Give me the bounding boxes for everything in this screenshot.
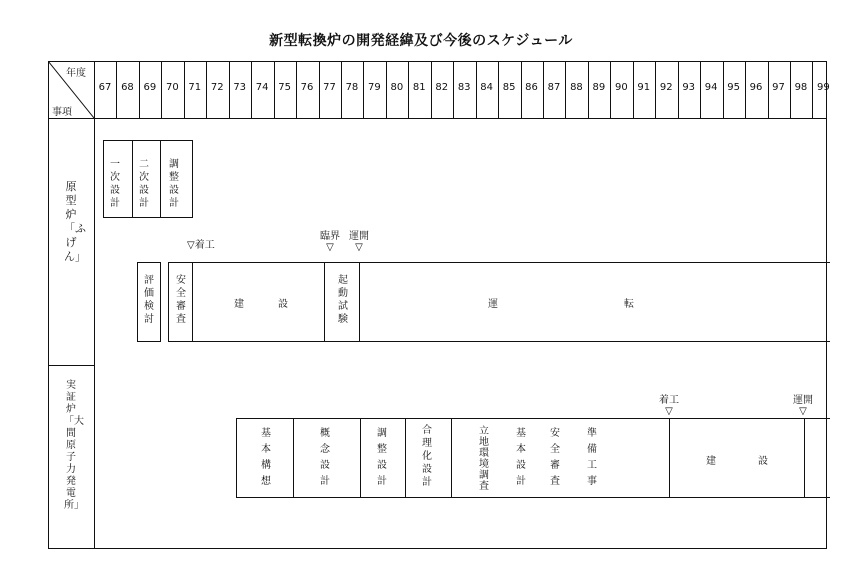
demo-construction-label: 建設 — [706, 456, 810, 467]
section-label-demo: 実証炉「大間原子力発電所」 — [64, 380, 84, 511]
year-label: 86 — [525, 82, 538, 93]
year-label: 98 — [794, 82, 808, 93]
year-label: 79 — [368, 82, 381, 93]
year-column-line — [745, 61, 746, 118]
year-label: 74 — [255, 82, 269, 93]
year-column-line — [116, 61, 117, 118]
year-column-line — [229, 61, 230, 118]
safety-review-label: 安全審査 — [176, 275, 186, 325]
year-column-line — [161, 61, 162, 118]
year-label: 78 — [345, 82, 359, 93]
triangle-marker-icon: ▽ — [187, 240, 195, 251]
triangle-marker-icon: ▽ — [799, 406, 807, 417]
year-column-line — [588, 61, 589, 118]
year-label: 82 — [435, 82, 449, 93]
year-column-line — [700, 61, 701, 118]
demo-start-label: 着工 — [659, 395, 679, 406]
year-column-line — [610, 61, 611, 118]
year-label: 73 — [233, 82, 247, 93]
triangle-marker-icon: ▽ — [355, 242, 363, 253]
year-label: 70 — [165, 82, 179, 93]
year-label: 89 — [592, 82, 606, 93]
year-column-line — [790, 61, 791, 118]
year-column-line — [319, 61, 320, 118]
basic-concept-label: 基本構想 — [261, 428, 271, 487]
year-label: 75 — [278, 82, 291, 93]
year-column-line — [633, 61, 634, 118]
year-label: 69 — [143, 82, 157, 93]
year-column-line — [251, 61, 252, 118]
year-label: 83 — [457, 82, 471, 93]
demo-safety-review-label: 安全審査 — [550, 428, 560, 487]
startup-test-label: 起動試験 — [338, 275, 348, 325]
year-column-line — [296, 61, 297, 118]
year-label: 92 — [659, 82, 673, 93]
triangle-marker-icon: ▽ — [665, 406, 673, 417]
first-design-label: 一次設計 — [110, 159, 120, 209]
year-column-line — [812, 61, 813, 118]
year-column-line — [498, 61, 499, 118]
chart-title: 新型転換炉の開発経緯及び今後のスケジュール — [269, 33, 573, 49]
section-divider-line — [48, 365, 94, 366]
second-design-label: 二次設計 — [139, 159, 149, 209]
rationalization-design-label: 合理化設計 — [422, 425, 432, 488]
item-header-label: 事項 — [52, 107, 72, 118]
year-label: 80 — [390, 82, 404, 93]
demo-operation-start-marker — [790, 395, 816, 417]
year-label: 67 — [98, 82, 112, 93]
year-label: 72 — [210, 82, 224, 93]
year-column-line — [476, 61, 477, 118]
year-column-line — [565, 61, 566, 118]
prototype-operation-start-marker — [347, 231, 371, 253]
first-column-line — [94, 61, 95, 549]
year-label: 94 — [704, 82, 718, 93]
year-column-line — [363, 61, 364, 118]
year-label: 93 — [682, 82, 696, 93]
year-column-line — [206, 61, 207, 118]
site-survey-label: 立地環境調査 — [479, 426, 489, 492]
prototype-construction-label: 建設 — [234, 299, 322, 310]
year-label: 97 — [772, 82, 785, 93]
year-column-line — [274, 61, 275, 118]
year-column-line — [678, 61, 679, 118]
header-bottom-line — [48, 118, 827, 119]
operation-label-2: 転 — [624, 299, 634, 310]
year-column-line — [723, 61, 724, 118]
demo-start-marker — [656, 395, 682, 417]
year-column-line — [184, 61, 185, 118]
prototype-critical-marker — [318, 231, 342, 253]
year-column-line — [655, 61, 656, 118]
triangle-marker-icon: ▽ — [326, 242, 334, 253]
year-column-line — [453, 61, 454, 118]
prototype-critical-label: 臨界 — [320, 231, 340, 242]
year-label: 81 — [412, 82, 426, 93]
year-label: 95 — [727, 82, 740, 93]
year-label: 76 — [300, 82, 314, 93]
adjust-design-label: 調整設計 — [169, 159, 179, 209]
year-column-line — [431, 61, 432, 118]
year-label: 96 — [749, 82, 763, 93]
year-label: 68 — [121, 82, 134, 93]
year-label: 90 — [614, 82, 628, 93]
evaluation-label: 評価検討 — [144, 275, 154, 325]
year-column-line — [341, 61, 342, 118]
year-label: 71 — [188, 82, 202, 93]
year-label: 87 — [547, 82, 561, 93]
prep-works-label: 準備工事 — [587, 428, 597, 487]
operation-label-1: 運 — [488, 299, 498, 310]
basic-design-label: 基本設計 — [516, 428, 526, 487]
demo-operation-start-label: 運開 — [793, 395, 813, 406]
year-label: 84 — [480, 82, 493, 93]
concept-design-label: 概念設計 — [320, 428, 330, 487]
year-label: 99 — [817, 82, 830, 93]
prototype-start-label: 着工 — [194, 240, 215, 251]
year-header-label: 年度 — [66, 68, 86, 79]
year-label: 88 — [570, 82, 583, 93]
year-column-line — [768, 61, 769, 118]
year-column-line — [139, 61, 140, 118]
year-column-line — [408, 61, 409, 118]
year-column-line — [386, 61, 387, 118]
year-label: 85 — [502, 82, 516, 93]
prototype-start-marker — [187, 240, 215, 251]
year-column-line — [543, 61, 544, 118]
section-label-prototype: 原型炉「ふげん」 — [64, 180, 86, 263]
year-column-line — [521, 61, 522, 118]
adjust-design-label-demo: 調整設計 — [377, 428, 387, 487]
year-label: 77 — [323, 82, 336, 93]
prototype-operation-start-label: 運開 — [349, 231, 369, 242]
year-label: 91 — [637, 82, 651, 93]
